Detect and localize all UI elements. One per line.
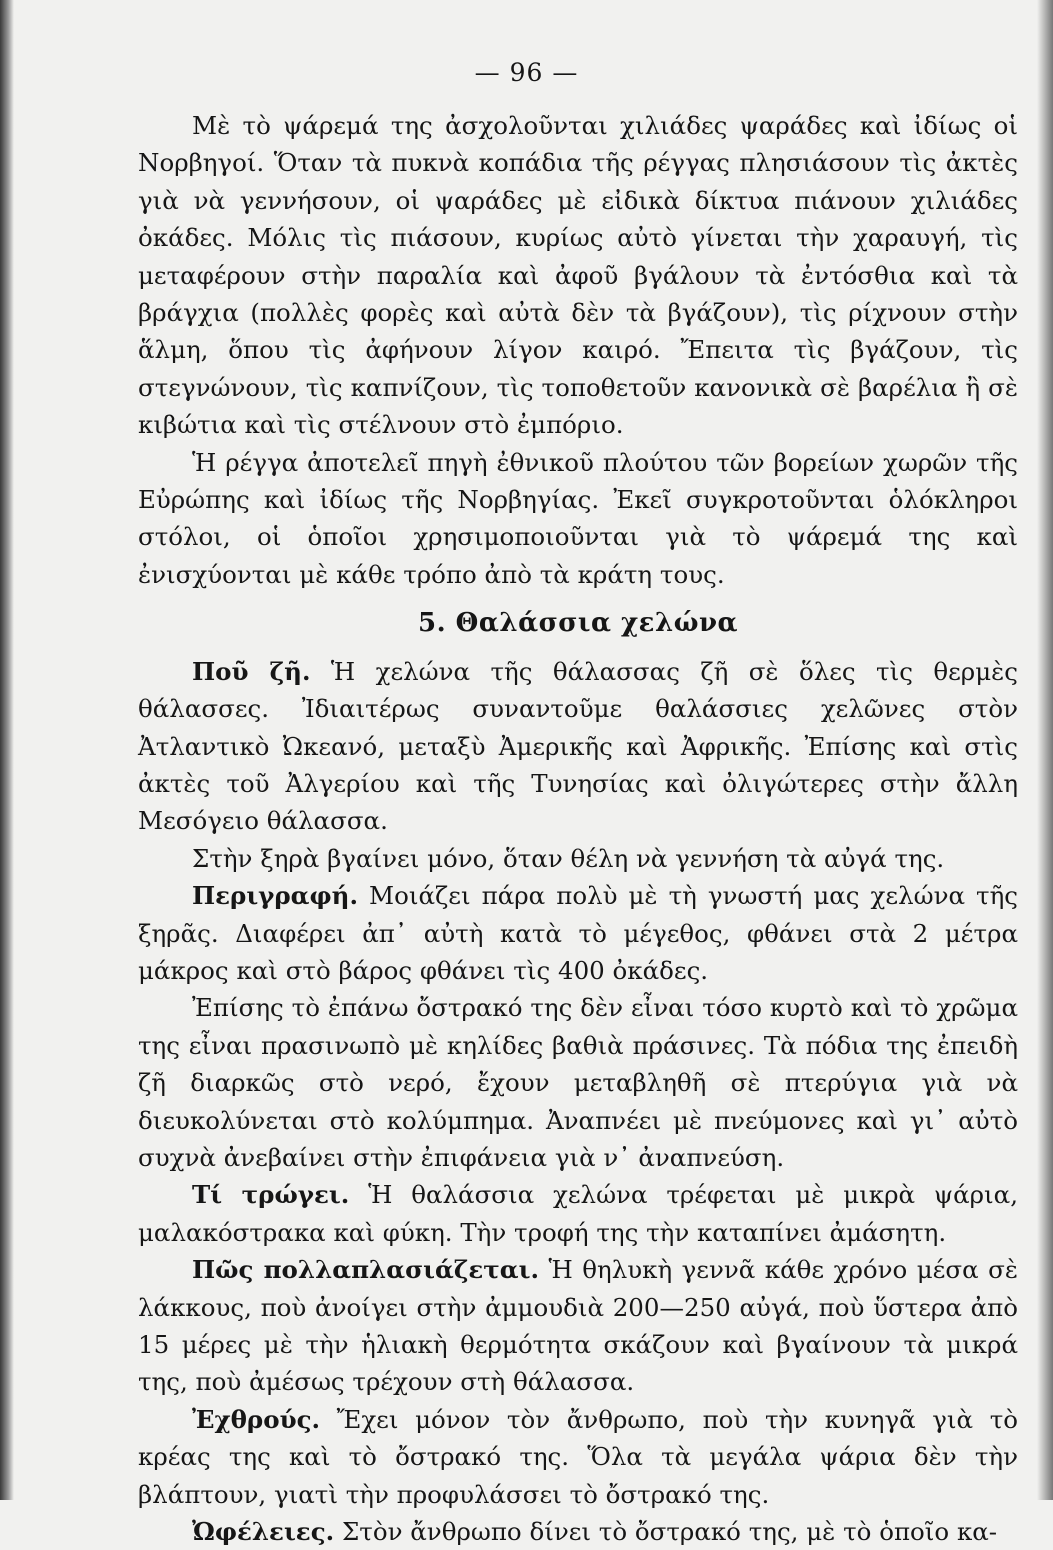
paragraph-reproduction — [138, 1251, 1018, 1401]
page-edge-shadow-left — [0, 0, 14, 1500]
page-number: — 96 — — [474, 58, 579, 87]
paragraph-shell — [138, 989, 1018, 1176]
page-edge-shadow-right — [1037, 0, 1053, 1500]
paragraph-lead: Περιγραφή. — [192, 881, 359, 911]
paragraph-lead: Τί τρώγει. — [192, 1180, 350, 1210]
paragraph-habitat — [138, 653, 1018, 840]
paragraph-text: Στὸν ἄνθρωπο δίνει τὸ ὄστρακό της, μὲ τὸ ὁποῖο κα- — [334, 1517, 998, 1547]
paragraph-lead: Ποῦ ζῆ. — [192, 656, 311, 686]
paragraph-land — [138, 840, 1018, 877]
intro-paragraph-herring-wealth: Ἡ ρέγγα ἀποτελεῖ πηγὴ ἐθνικοῦ πλούτου τῶν βορείων χωρῶν τῆς Εὐρώπης καὶ ἰδίως τῆς Νορβηγίας. Ἐκεῖ συγκροτοῦνται ὁλόκληροι στόλοι, οἱ ὁποῖοι χρησιμοποιοῦνται γιὰ τὸ ψάρεμά της καὶ ἐνισχύονται μὲ κάθε τρόπο ἀπὸ τὰ κράτη τους. — [138, 447, 1018, 589]
paragraph-text: Ἡ θαλάσσια χελώνα τρέφεται μὲ μικρὰ ψάρια, μαλακόστρακα καὶ φύκη. Τὴν τροφή της τὴν καταπίνει ἀμάσητη. — [138, 1180, 1018, 1247]
paragraph-enemies — [138, 1401, 1018, 1513]
paragraph-text: Ἡ χελώνα τῆς θάλασσας ζῆ σὲ ὅλες τὶς θερμὲς θάλασσες. Ἰδιαιτέρως συναντοῦμε θαλάσσιες χελῶνες στὸν Ἀτλαντικὸ Ὠκεανό, μεταξὺ Ἀμερικῆς καὶ Ἀφρικῆς. Ἐπίσης καὶ στὶς ἀκτὲς τοῦ Ἀλγερίου καὶ τῆς Τυνησίας καὶ ὀλιγώτερες στὴν ἄλλη Μεσόγειο θάλασσα. — [138, 656, 1018, 836]
paragraph-description — [138, 877, 1018, 989]
section-heading: 5. Θαλάσσια χελώνα — [417, 608, 738, 639]
paragraph-text: Ἐπίσης τὸ ἐπάνω ὄστρακό της δὲν εἶναι τόσο κυρτὸ καὶ τὸ χρῶμα της εἶναι πρασινωπὸ μὲ κηλίδες βαθιὰ πράσινες. Τὰ πόδια της ἐπειδὴ ζῆ διαρκῶς στὸ νερό, ἔχουν μεταβληθῆ σὲ πτερύγια γιὰ νὰ διευκολύνεται στὸ κολύμπημα. Ἀναπνέει μὲ πνεύμονες καὶ γι᾽ αὐτὸ συχνὰ ἀνεβαίνει στὴν ἐπιφάνεια γιὰ ν᾽ ἀναπνεύση. — [138, 993, 1018, 1172]
paragraph-lead: Ἐχθρούς. — [192, 1404, 321, 1434]
paragraph-text: Μοιάζει πάρα πολὺ μὲ τὴ γνωστή μας χελώνα τῆς ξηρᾶς. Διαφέρει ἀπ᾽ αὐτὴ κατὰ τὸ μέγεθος, φθάνει στὰ 2 μέτρα μάκρος καὶ στὸ βάρος φθάνει τὶς 400 ὀκάδες. — [138, 881, 1018, 985]
paragraph-text: Ἡ θηλυκὴ γεννᾶ κάθε χρόνο μέσα σὲ λάκκους, ποὺ ἀνοίγει στὴν ἀμμουδιὰ 200—250 αὐγά, ποὺ ὕστερα ἀπὸ 15 μέρες μὲ τὴν ἡλιακὴ θερμότητα σκάζουν καὶ βγαίνουν τὰ μικρά της, ποὺ ἀμέσως τρέχουν στὴ θάλασσα. — [138, 1255, 1019, 1397]
paragraph-benefits — [138, 1513, 1018, 1550]
paragraph-text: Ἔχει μόνον τὸν ἄνθρωπο, ποὺ τὴν κυνηγᾶ γιὰ τὸ κρέας της καὶ τὸ ὄστρακό της. Ὅλα τὰ μεγάλα ψάρια δὲν τὴν βλάπτουν, γιατὶ τὴν προφυλάσσει τὸ ὄστρακό της. — [138, 1404, 1018, 1509]
paragraph-lead: Πῶς πολλαπλασιάζεται. — [192, 1255, 539, 1285]
paragraph-text: Στὴν ξηρὰ βγαίνει μόνο, ὅταν θέλη νὰ γεννήση τὰ αὐγά της. — [192, 843, 945, 873]
page-body — [138, 107, 1018, 1550]
paragraph-diet — [138, 1176, 1018, 1251]
intro-paragraph-herring-fishing: Μὲ τὸ ψάρεμά της ἀσχολοῦνται χιλιάδες ψαράδες καὶ ἰδίως οἱ Νορβηγοί. Ὅταν τὰ πυκνὰ κοπάδια τῆς ρέγγας πλησιάσουν τὶς ἀκτὲς γιὰ νὰ γεννήσουν, οἱ ψαράδες μὲ εἰδικὰ δίκτυα πιάνουν χιλιάδες ὀκάδες. Μόλις τὶς πιάσουν, κυρίως αὐτὸ γίνεται τὴν χαραυγή, τὶς μεταφέρουν στὴν παραλία καὶ ἀφοῦ βγάλουν τὰ ἐντόσθια καὶ τὰ βράγχια (πολλὲς φορὲς καὶ αὐτὰ δὲν τὰ βγάζουν), τὶς ρίχνουν στὴν ἅλμη, ὅπου τὶς ἀφήνουν λίγον καιρό. Ἔπειτα τὶς βγάζουν, τὶς στεγνώνουν, τὶς καπνίζουν, τὶς τοποθετοῦν κανονικὰ σὲ βαρέλια ἢ σὲ κιβώτια καὶ τὶς στέλνουν στὸ ἐμπόριο. — [138, 111, 1018, 440]
paragraph-lead: Ὠφέλειες. — [192, 1517, 335, 1547]
